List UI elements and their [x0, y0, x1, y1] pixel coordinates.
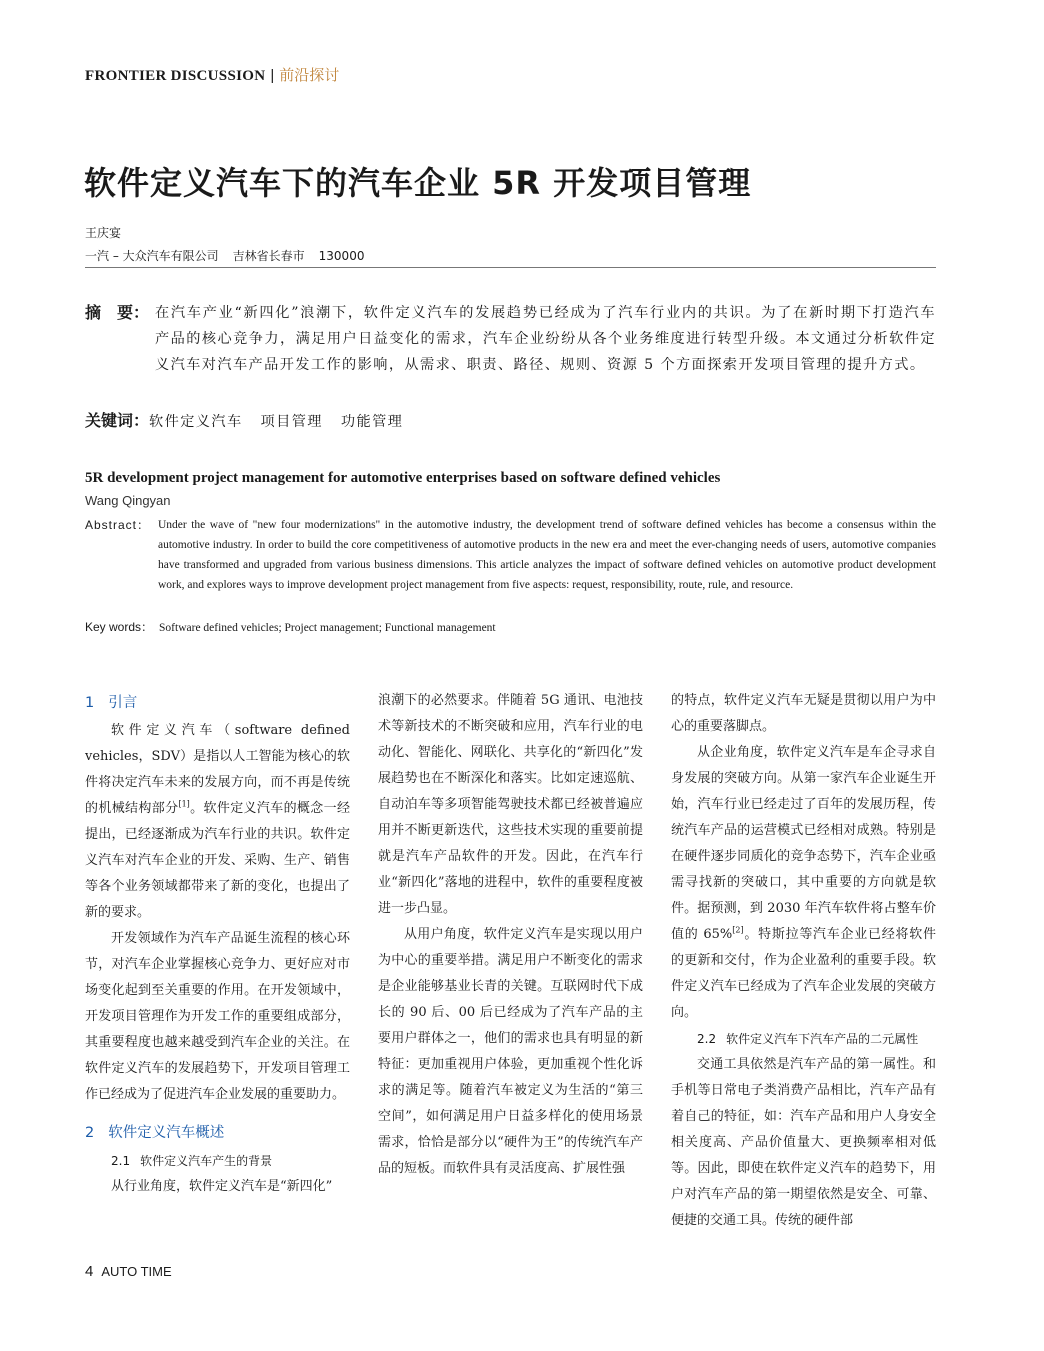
paragraph-text: 。特斯拉等汽车企业已经将软件的更新和交付，作为企业盈利的重要手段。软件定义汽车已经成为了汽车企业发展的突破方向。: [671, 927, 936, 1020]
affiliation-zip: 130000: [318, 249, 365, 263]
citation-ref: [1]: [178, 799, 190, 809]
header-divider: [85, 267, 936, 268]
body-column-1: [85, 688, 350, 1200]
keywords-en: [85, 618, 496, 635]
keywords-en-text: Software defined vehicles; Project management; Functional management: [159, 622, 496, 634]
subsection-title: 软件定义汽车下汽车产品的二元属性: [726, 1032, 919, 1046]
keyword-cn-1: 软件定义汽车: [149, 414, 243, 430]
keywords-en-label: Key words：: [85, 620, 154, 634]
keyword-cn-3: 功能管理: [340, 414, 404, 430]
paragraph: 交通工具依然是汽车产品的第一属性。和手机等日常电子类消费产品相比，汽车产品有着自己的特征，如：汽车产品和用户人身安全相关度高、产品价值量大、更换频率相对低等。因此，即使在软件定义汽车的趋势下，用户对汽车产品的第一期望依然是安全、可靠、便捷的交通工具。传统的硬件部: [671, 1057, 936, 1228]
abstract-cn-text: 在汽车产业“新四化”浪潮下，软件定义汽车的发展趋势已经成为了汽车行业内的共识。为了在新时期下打造汽车产品的核心竞争力，满足用户日益变化的需求，汽车企业纷纷从各个业务维度进行转型升级。本文通过分析软件定义汽车对汽车产品开发工作的影响，从需求、职责、路径、规则、资源 5 个方面探索开发项目管理的提升方式。: [155, 305, 936, 373]
abstract-en-text: Under the wave of "new four modernizations" in the automotive industry, the development trend of software defined vehicles has become a consensus within the automotive industry. In order to build the core competitiveness of automotive products in the new era and meet the ever-changing needs of users, automotive companies have transformed and upgraded from various business dimensions. This article analyzes the impact of software defined vehicles on automotive product development work, and explores ways to improve development project management from five aspects: request, responsibility, route, rule, and resource.: [158, 519, 936, 591]
journal-name: AUTO TIME: [101, 1264, 172, 1279]
author-name: 王庆宴: [85, 226, 122, 240]
paragraph: 从用户角度，软件定义汽车是实现以用户为中心的重要举措。满足用户不断变化的需求是企业能够基业长青的关键。互联网时代下成长的 90 后、00 后已经成为了汽车产品的主要用户群体之一，他们的需求也具有明显的新特征：更加重视用户体验，更加重视个性化诉求的满足等。随着汽车被定义为生活的“第三空间”，如何满足用户日益多样化的使用场景需求，恰恰是部分以“硬件为王”的传统汽车产品的短板。而软件具有灵活度高、扩展性强: [378, 927, 643, 1176]
author-name-en: Wang Qingyan: [85, 493, 171, 508]
paragraph: 浪潮下的必然要求。伴随着 5G 通讯、电池技术等新技术的不断突破和应用，汽车行业的电动化、智能化、网联化、共享化的“新四化”发展趋势也在不断深化和落实。比如定速巡航、自动泊车等多项智能驾驶技术都已经被普遍应用并不断更新迭代，这些技术实现的重要前提就是汽车产品软件的开发。因此，在汽车行业“新四化”落地的进程中，软件的重要程度被进一步凸显。: [378, 693, 643, 916]
citation-ref: [2]: [732, 925, 744, 935]
keywords-cn: [85, 408, 421, 431]
header-separator: |: [270, 67, 275, 84]
paper-title: 软件定义汽车下的汽车企业 5R 开发项目管理: [84, 164, 752, 202]
section-heading-1: [85, 688, 350, 718]
page-number: 4: [85, 1263, 94, 1280]
paper-title-en: 5R development project management for automotive enterprises based on software defined vehicles: [85, 470, 721, 486]
affiliation: [85, 247, 378, 264]
body-column-2: [378, 688, 643, 1182]
paragraph-text: 软件定义汽车（software defined vehicles，SDV）是指以人工智能为核心的软件将决定汽车未来的发展方向，而不再是传统的机械结构部分: [85, 723, 350, 816]
running-header: [85, 64, 339, 85]
keywords-cn-label: 关键词：: [85, 411, 150, 430]
affiliation-org: 一汽 – 大众汽车有限公司: [85, 249, 219, 263]
paragraph: [671, 740, 936, 1026]
affiliation-city: 吉林省长春市: [232, 249, 305, 263]
header-section-en: FRONTIER DISCUSSION: [85, 68, 266, 84]
section-number: 1: [85, 695, 95, 711]
abstract-cn: [85, 300, 936, 378]
body-column-3: [671, 688, 936, 1234]
abstract-en: [85, 515, 936, 595]
section-title: 引言: [108, 695, 138, 711]
paragraph: 开发领域作为汽车产品诞生流程的核心环节，对汽车企业掌握核心竞争力、更好应对市场变化起到至关重要的作用。在开发领域中，开发项目管理作为开发工作的重要组成部分，其重要程度也越来越受到汽车企业的关注。在软件定义汽车的发展趋势下，开发项目管理工作已经成为了促进汽车企业发展的重要助力。: [85, 931, 350, 1102]
subsection-heading-2-1: [85, 1148, 350, 1174]
keyword-cn-2: 项目管理: [260, 414, 323, 430]
subsection-heading-2-2: [671, 1026, 936, 1052]
section-heading-2: [85, 1118, 350, 1148]
subsection-title: 软件定义汽车产生的背景: [140, 1154, 273, 1168]
section-title: 软件定义汽车概述: [108, 1125, 225, 1141]
paragraph-text: 从企业角度，软件定义汽车是车企寻求自身发展的突破方向。从第一家汽车企业诞生开始，汽车行业已经走过了百年的发展历程，传统汽车产品的运营模式已经相对成熟。特别是在硬件逐步同质化的竞争态势下，汽车企业亟需寻找新的突破口，其中重要的方向就是软件。据预测，到 2030 年汽车软件将占整车价值的 65%: [671, 745, 936, 942]
paragraph-text: 。软件定义汽车的概念一经提出，已经逐渐成为汽车行业的共识。软件定义汽车对汽车企业的开发、采购、生产、销售等各个业务领域都带来了新的变化，也提出了新的要求。: [85, 801, 350, 920]
page-footer: [85, 1263, 172, 1280]
section-number: 2: [85, 1125, 95, 1141]
subsection-number: 2.2: [697, 1032, 717, 1046]
paragraph: 的特点，软件定义汽车无疑是贯彻以用户为中心的重要落脚点。: [671, 693, 936, 734]
subsection-number: 2.1: [111, 1154, 131, 1168]
abstract-cn-label: 摘 要：: [85, 303, 150, 322]
paragraph: [85, 718, 350, 926]
abstract-en-label: Abstract：: [85, 518, 151, 532]
paragraph: 从行业角度，软件定义汽车是“新四化”: [111, 1179, 333, 1194]
header-section-cn: 前沿探讨: [279, 66, 340, 84]
